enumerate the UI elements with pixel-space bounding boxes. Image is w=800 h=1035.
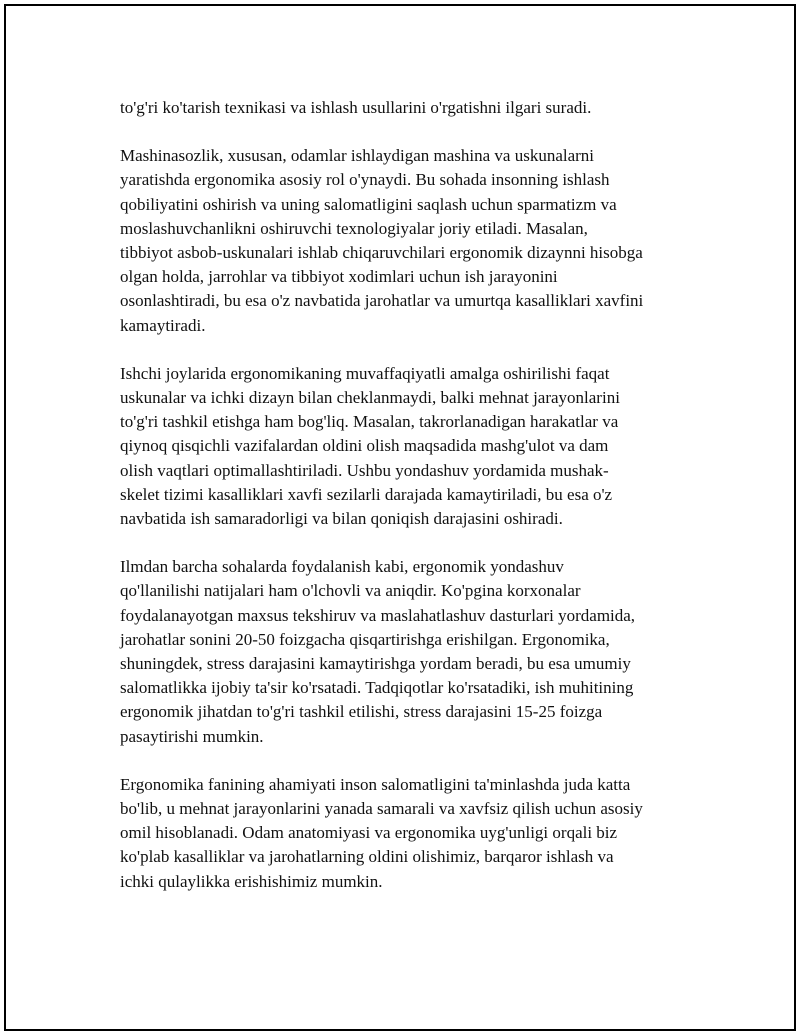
- text-line: qiynoq qisqichli vazifalardan oldini olish maqsadida mashg'ulot va dam: [120, 436, 609, 456]
- text-line: tibbiyot asbob-uskunalari ishlab chiqaruvchilari ergonomik dizaynni hisobga: [120, 243, 643, 263]
- paragraph-3: [120, 362, 710, 531]
- paragraph-4: [120, 555, 710, 749]
- text-line: ko'plab kasalliklar va jarohatlarning oldini olishimiz, barqaror ishlash va: [120, 847, 614, 867]
- text-line: Mashinasozlik, xususan, odamlar ishlaydigan mashina va uskunalarni: [120, 146, 595, 166]
- text-line: yaratishda ergonomika asosiy rol o'ynaydi. Bu sohada insonning ishlash: [120, 170, 610, 190]
- paragraph-2: [120, 144, 710, 338]
- text-line: qo'llanilishi natijalari ham o'lchovli va aniqdir. Ko'pgina korxonalar: [120, 581, 581, 601]
- page-content: [120, 96, 710, 918]
- text-line: to'g'ri ko'tarish texnikasi va ishlash usullarini o'rgatishni ilgari suradi.: [120, 98, 592, 117]
- text-line: Ergonomika fanining ahamiyati inson salomatligini ta'minlashda juda katta: [120, 774, 631, 794]
- text-line: skelet tizimi kasalliklari xavfi sezilarli darajada kamaytiriladi, bu esa o'z: [120, 484, 613, 504]
- text-line: foydalanayotgan maxsus tekshiruv va maslahatlashuv dasturlari yordamida,: [120, 605, 636, 625]
- text-line: Ilmdan barcha sohalarda foydalanish kabi, ergonomik yondashuv: [120, 557, 564, 577]
- text-line: uskunalar va ichki dizayn bilan cheklanmaydi, balki mehnat jarayonlarini: [120, 388, 620, 408]
- text-line: jarohatlar sonini 20-50 foizgacha qisqartirishga erishilgan. Ergonomika,: [120, 629, 610, 649]
- page-frame: [4, 4, 796, 1031]
- text-line: ergonomik jihatdan to'g'ri tashkil etilishi, stress darajasini 15-25 foizga: [120, 702, 603, 722]
- text-line: Ishchi joylarida ergonomikaning muvaffaqiyatli amalga oshirilishi faqat: [120, 363, 610, 383]
- text-line: osonlashtiradi, bu esa o'z navbatida jarohatlar va umurtqa kasalliklari xavfini: [120, 291, 644, 311]
- text-line: shuningdek, stress darajasini kamaytirishga yordam beradi, bu esa umumiy: [120, 654, 631, 674]
- text-line: kamaytiradi.: [120, 315, 206, 335]
- text-line: navbatida ish samaradorligi va bilan qoniqish darajasini oshiradi.: [120, 509, 563, 529]
- text-line: olgan holda, jarrohlar va tibbiyot xodimlari uchun ish jarayonini: [120, 267, 558, 287]
- text-line: omil hisoblanadi. Odam anatomiyasi va ergonomika uyg'unligi orqali biz: [120, 823, 618, 843]
- text-line: olish vaqtlari optimallashtiriladi. Ushbu yondashuv yordamida mushak-: [120, 460, 609, 480]
- text-line: bo'lib, u mehnat jarayonlarini yanada samarali va xavfsiz qilish uchun asosiy: [120, 799, 643, 819]
- text-line: ichki qulaylikka erishishimiz mumkin.: [120, 871, 383, 891]
- text-line: salomatlikka ijobiy ta'sir ko'rsatadi. Tadqiqotlar ko'rsatadiki, ish muhitining: [120, 678, 634, 698]
- text-line: qobiliyatini oshirish va uning salomatligini saqlash uchun sparmatizm va: [120, 194, 617, 214]
- paragraph-1: [120, 96, 710, 120]
- text-line: moslashuvchanlikni oshiruvchi texnologiyalar joriy etiladi. Masalan,: [120, 218, 588, 238]
- text-line: pasaytirishi mumkin.: [120, 726, 264, 746]
- paragraph-5: [120, 773, 710, 894]
- text-line: to'g'ri tashkil etishga ham bog'liq. Masalan, takrorlanadigan harakatlar va: [120, 412, 619, 432]
